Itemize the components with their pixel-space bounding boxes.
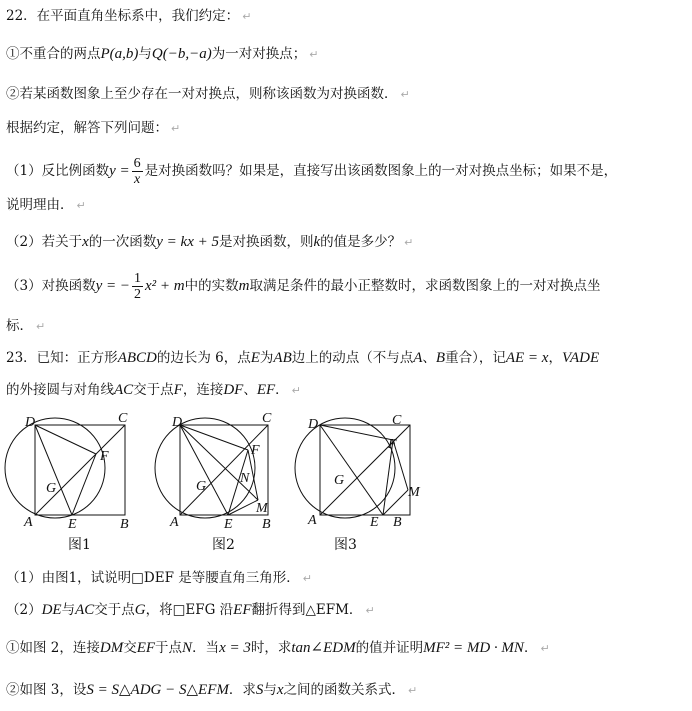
figure-3 xyxy=(290,410,440,535)
q22-rule2: ②若某函数图象上至少存在一对对换点，则称该函数为对换函数． ↵ xyxy=(6,86,410,102)
label-c: C xyxy=(262,411,272,426)
label-f: F xyxy=(251,443,260,458)
figure-2 xyxy=(150,410,290,535)
segment-de xyxy=(320,425,383,515)
label-m: M xyxy=(408,485,420,500)
q22-intro: 根据约定，解答下列问题： ↵ xyxy=(6,120,181,136)
q22-part3-cont: 标． ↵ xyxy=(6,318,46,334)
label-d: D xyxy=(172,415,183,430)
q23-sub2-part1: ①如图 2，连接DM交EF于点N．当x = 3时，求tan∠EDM的值并证明MF² = MD · MN． ↵ xyxy=(6,640,550,656)
fraction-6-over-x: $\frac{6}{x}$ xyxy=(133,156,141,187)
label-b: B xyxy=(120,517,129,532)
label-n: N xyxy=(240,471,250,486)
segment-de xyxy=(35,425,72,515)
label-f: F xyxy=(388,437,397,452)
label-b: B xyxy=(393,515,402,530)
label-e: E xyxy=(68,517,77,532)
q22-header: 22．在平面直角坐标系中，我们约定： ↵ xyxy=(6,8,252,24)
diagonal-ac xyxy=(35,425,125,515)
q23-line1: 23．已知：正方形ABCD的边长为 6，点E为AB边上的动点（不与点A、B重合），记AE = x，VADE xyxy=(6,350,600,366)
circumcircle xyxy=(155,418,255,518)
label-e: E xyxy=(224,517,233,532)
segment-df xyxy=(320,425,393,440)
segment-df xyxy=(180,425,248,450)
label-c: C xyxy=(118,411,128,426)
q23-line2: 的外接圆与对角线AC交于点F，连接DF、EF． ↵ xyxy=(6,382,301,398)
circumcircle xyxy=(295,418,395,518)
label-d: D xyxy=(308,417,319,432)
q23-sub2-part2: ②如图 3，设S = S△ADG − S△EFM．求S与x之间的函数关系式． ↵ xyxy=(6,682,418,698)
label-f: F xyxy=(100,449,109,464)
label-a: A xyxy=(170,515,179,530)
segment-em xyxy=(383,490,408,515)
label-d: D xyxy=(25,415,36,430)
label-a: A xyxy=(308,513,317,528)
q23-sub2: （2）DE与AC交于点G，将□EFG 沿EF翻折得到△EFM． ↵ xyxy=(6,602,375,618)
q22-part1: （1）反比例函数y = $\frac{6}{x}$ 是对换函数吗？如果是，直接写出该函数图象上的一对对换点坐标；如果不是， xyxy=(6,156,618,187)
segment-ef xyxy=(72,454,96,515)
fraction-1-over-2: $\frac{1}{2}$ xyxy=(134,271,141,302)
label-g: G xyxy=(334,473,345,488)
q22-rule1: ①不重合的两点P(a,b)与Q(−b,−a)为一对对换点； ↵ xyxy=(6,46,319,62)
q22-part2: （2）若关于x的一次函数y = kx + 5是对换函数，则k的值是多少？ ↵ xyxy=(6,234,414,250)
segment-de xyxy=(180,425,228,515)
label-g: G xyxy=(46,481,57,496)
label-a: A xyxy=(24,515,33,530)
q22-part1-cont: 说明理由． ↵ xyxy=(6,197,86,213)
q22-part3: （3）对换函数y = − $\frac{1}{2}$ x² + m中的实数m取满足条件的最小正整数时，求函数图象上的一对对换点坐 xyxy=(6,271,601,302)
figure-1-caption: 图1 xyxy=(68,537,91,553)
label-g: G xyxy=(196,479,207,494)
label-m: M xyxy=(256,501,268,516)
segment-em xyxy=(228,500,258,515)
figure-3-caption: 图3 xyxy=(334,537,357,553)
figure-1 xyxy=(0,410,140,535)
q23-sub1: （1）由图1，试说明□DEF 是等腰直角三角形． ↵ xyxy=(6,570,312,586)
figure-2-caption: 图2 xyxy=(212,537,235,553)
label-b: B xyxy=(262,517,271,532)
label-e: E xyxy=(370,515,379,530)
segment-dm xyxy=(180,425,258,500)
label-c: C xyxy=(392,413,402,428)
